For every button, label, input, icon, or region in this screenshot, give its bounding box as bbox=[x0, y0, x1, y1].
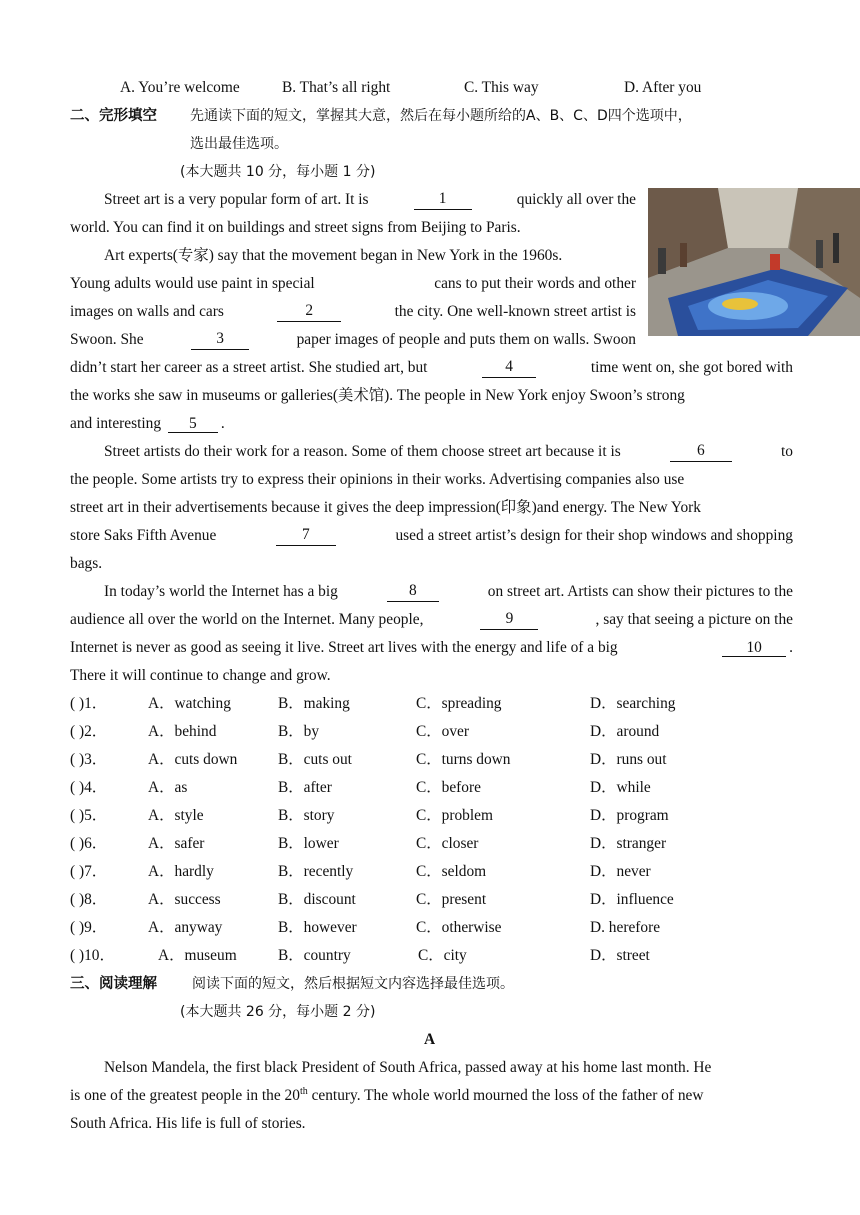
option-b[interactable]: B．after bbox=[278, 779, 332, 796]
option-c[interactable]: C．closer bbox=[416, 835, 479, 852]
passage-line-11: the people. Some artists try to express their opinions in their works. Advertising companies also use bbox=[70, 471, 685, 488]
top-option-b: B. That’s all right bbox=[282, 79, 391, 96]
question-number[interactable]: ( )6． bbox=[70, 835, 108, 852]
blank-10: 10 bbox=[722, 639, 786, 657]
passage-line-10: Street artists do their work for a reason. Some of them choose street art because it is 6 to bbox=[104, 442, 793, 460]
blank-2: 2 bbox=[277, 302, 341, 322]
option-a[interactable]: A．success bbox=[148, 891, 221, 908]
reading-line-2: is one of the greatest people in the 20th century. The whole world mourned the loss of the father of new bbox=[70, 1085, 704, 1104]
question-number[interactable]: ( )10． bbox=[70, 947, 115, 964]
question-number[interactable]: ( )2． bbox=[70, 723, 108, 740]
option-b[interactable]: B．lower bbox=[278, 835, 339, 852]
blank-8: 8 bbox=[387, 582, 439, 602]
option-c[interactable]: C．seldom bbox=[416, 863, 487, 880]
street-art-photo bbox=[648, 188, 860, 336]
option-a[interactable]: A．museum bbox=[158, 947, 237, 964]
question-number[interactable]: ( )8． bbox=[70, 891, 108, 908]
option-c[interactable]: C．otherwise bbox=[416, 919, 502, 936]
option-b[interactable]: B．discount bbox=[278, 891, 356, 908]
passage-line-7: didn’t start her career as a street artist. She studied art, but 4 time went on, she got bored with bbox=[70, 358, 793, 376]
blank-7: 7 bbox=[276, 526, 336, 546]
part-heading: A bbox=[424, 1031, 436, 1048]
passage-line-5: images on walls and cars 2 the city. One well-known street artist is bbox=[70, 302, 636, 320]
question-number[interactable]: ( )7． bbox=[70, 863, 108, 880]
option-c[interactable]: C．city bbox=[418, 947, 467, 964]
option-d[interactable]: D．while bbox=[590, 779, 651, 796]
passage-line-9: and interesting 5 . bbox=[70, 415, 225, 432]
blank-6: 6 bbox=[670, 442, 732, 462]
section2-title: 二、完形填空 bbox=[70, 108, 157, 124]
option-a[interactable]: A．anyway bbox=[148, 919, 223, 936]
reading-line-1: Nelson Mandela, the first black President of South Africa, passed away at his home last month. He bbox=[104, 1059, 712, 1076]
top-option-c: C. This way bbox=[464, 79, 539, 96]
option-c[interactable]: C．spreading bbox=[416, 695, 502, 712]
option-c[interactable]: C．present bbox=[416, 891, 487, 908]
question-number[interactable]: ( )5． bbox=[70, 807, 108, 824]
question-number[interactable]: ( )4． bbox=[70, 779, 108, 796]
option-b[interactable]: B．however bbox=[278, 919, 357, 936]
option-b[interactable]: B．by bbox=[278, 723, 320, 740]
section3-title: 三、阅读理解 bbox=[70, 976, 157, 992]
option-a[interactable]: A．hardly bbox=[148, 863, 214, 880]
section2-instruction-1: 先通读下面的短文，掌握其大意，然后在每小题所给的A、B、C、D四个选项中， bbox=[190, 108, 692, 124]
blank-5: 5 bbox=[168, 415, 218, 433]
option-c[interactable]: C．before bbox=[416, 779, 481, 796]
option-c[interactable]: C．over bbox=[416, 723, 470, 740]
passage-line-14: bags. bbox=[70, 555, 103, 572]
reading-line-3: South Africa. His life is full of stories. bbox=[70, 1115, 306, 1132]
passage-line-18: There it will continue to change and grow. bbox=[70, 667, 331, 684]
option-b[interactable]: B．cuts out bbox=[278, 751, 352, 768]
blank-1: 1 bbox=[414, 190, 472, 210]
option-a[interactable]: A．style bbox=[148, 807, 204, 824]
option-c[interactable]: C．problem bbox=[416, 807, 493, 824]
passage-line-8: the works she saw in museums or galleries(美术馆). The people in New York enjoy Swoon’s strong bbox=[70, 387, 685, 404]
blank-9: 9 bbox=[480, 610, 538, 630]
option-a[interactable]: A．behind bbox=[148, 723, 217, 740]
top-option-a: A. You’re welcome bbox=[120, 79, 240, 96]
passage-line-2: world. You can find it on buildings and street signs from Beijing to Paris. bbox=[70, 219, 521, 236]
option-d[interactable]: D．never bbox=[590, 863, 651, 880]
passage-line-6: Swoon. She 3 paper images of people and puts them on walls. Swoon bbox=[70, 330, 636, 348]
option-d[interactable]: D．searching bbox=[590, 695, 676, 712]
option-c[interactable]: C．turns down bbox=[416, 751, 511, 768]
passage-line-17: Internet is never as good as seeing it live. Street art lives with the energy and life of a big 10 . bbox=[70, 639, 793, 656]
passage-line-16: audience all over the world on the Internet. Many people, 9 , say that seeing a picture on the bbox=[70, 610, 793, 628]
option-d[interactable]: D．program bbox=[590, 807, 669, 824]
passage-line-13: store Saks Fifth Avenue 7 used a street artist’s design for their shop windows and shopping bbox=[70, 526, 793, 544]
section3-instruction: 阅读下面的短文，然后根据短文内容选择最佳选项。 bbox=[192, 976, 514, 992]
top-option-d: D. After you bbox=[624, 79, 702, 96]
option-a[interactable]: A．watching bbox=[148, 695, 231, 712]
option-b[interactable]: B．recently bbox=[278, 863, 354, 880]
question-number[interactable]: ( )9． bbox=[70, 919, 108, 936]
option-b[interactable]: B．story bbox=[278, 807, 335, 824]
option-b[interactable]: B．country bbox=[278, 947, 351, 964]
passage-line-4: Young adults would use paint in special cans to put their words and other bbox=[70, 275, 636, 292]
option-d[interactable]: D．stranger bbox=[590, 835, 667, 852]
section3-score: (本大题共 26 分，每小题 2 分) bbox=[180, 1004, 376, 1020]
section2-instruction-2: 选出最佳选项。 bbox=[190, 136, 288, 152]
option-a[interactable]: A．cuts down bbox=[148, 751, 238, 768]
option-d[interactable]: D．around bbox=[590, 723, 660, 740]
option-a[interactable]: A．safer bbox=[148, 835, 205, 852]
option-d[interactable]: D．influence bbox=[590, 891, 674, 908]
blank-4: 4 bbox=[482, 358, 536, 378]
option-d[interactable]: D．street bbox=[590, 947, 650, 964]
option-d[interactable]: D. herefore bbox=[590, 919, 661, 936]
passage-line-3: Art experts(专家) say that the movement began in New York in the 1960s. bbox=[104, 247, 563, 264]
blank-3: 3 bbox=[191, 330, 249, 350]
option-a[interactable]: A．as bbox=[148, 779, 188, 796]
option-d[interactable]: D．runs out bbox=[590, 751, 667, 768]
passage-line-12: street art in their advertisements because it gives the deep impression(印象)and energy. The New York bbox=[70, 499, 701, 516]
question-number[interactable]: ( )3． bbox=[70, 751, 108, 768]
section2-score: (本大题共 10 分，每小题 1 分) bbox=[180, 164, 376, 180]
question-number[interactable]: ( )1． bbox=[70, 695, 108, 712]
option-b[interactable]: B．making bbox=[278, 695, 350, 712]
passage-line-1: Street art is a very popular form of art. It is 1 quickly all over the bbox=[104, 190, 636, 208]
passage-line-15: In today’s world the Internet has a big 8 on street art. Artists can show their pictures to the bbox=[104, 582, 793, 600]
